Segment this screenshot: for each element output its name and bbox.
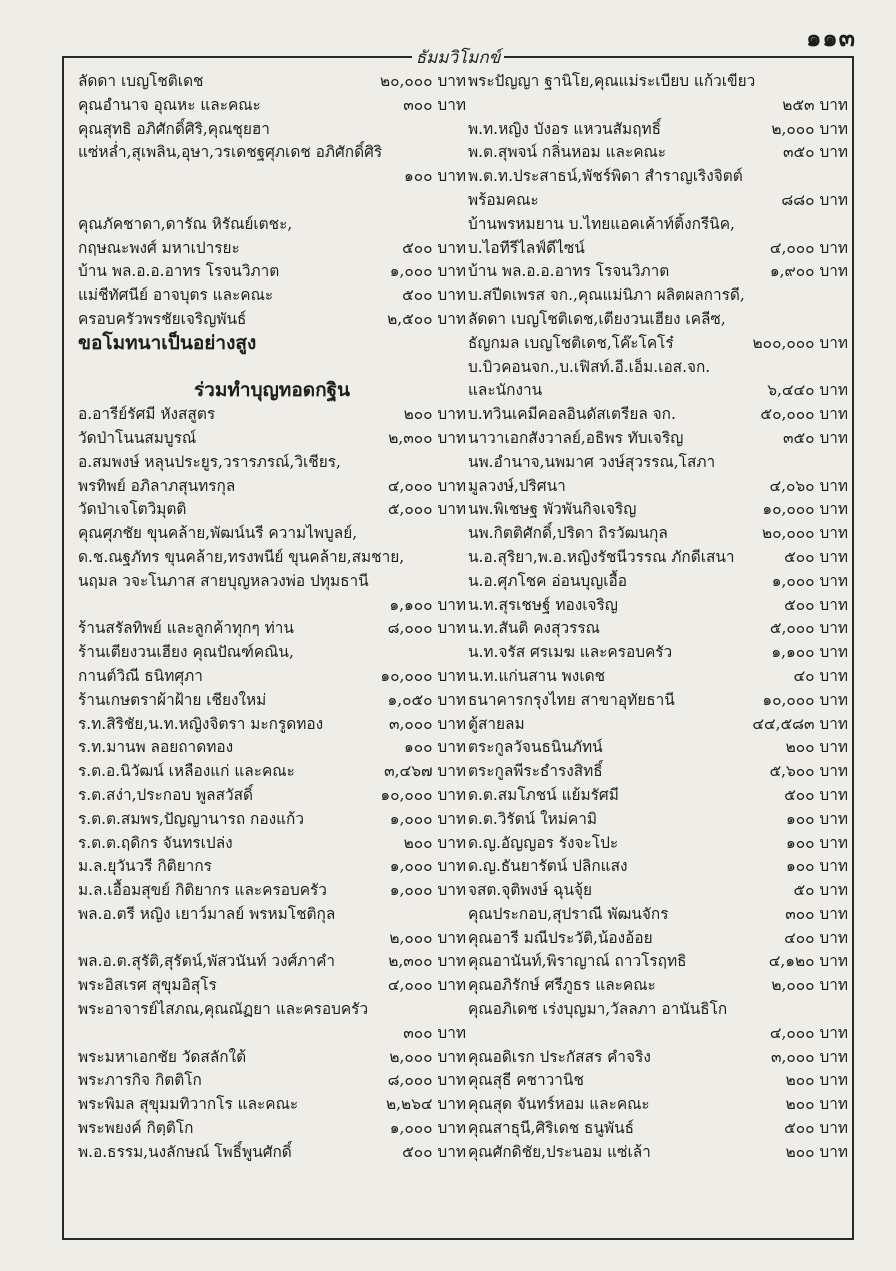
donor-name: ตระกูลวัจนธนินภัทน์ (468, 738, 603, 757)
donor-row (468, 641, 848, 665)
donation-amount: ๑๐๐ บาท (785, 833, 848, 852)
donor-row (468, 70, 848, 94)
section-heading (78, 379, 466, 403)
running-header (64, 44, 852, 71)
donor-row (468, 403, 848, 427)
donation-amount: ๓,๔๖๗ บาท (384, 762, 466, 781)
donation-amount: ๔๐๐ บาท (784, 928, 848, 947)
donor-name: วัดป่าเจโตวิมุตติ (78, 500, 187, 519)
donor-name: ร.ต.สง่า,ประกอบ พูลสวัสดิ์ (78, 785, 254, 804)
donor-row (468, 713, 848, 737)
donor-name: กฤษณะพงศ์ มหาเปารยะ (78, 238, 240, 257)
donor-row (468, 522, 848, 546)
donor-row (78, 594, 466, 618)
donor-name: คุณสุธี คชาวานิช (468, 1071, 584, 1090)
donor-row (468, 808, 848, 832)
donor-row (468, 760, 848, 784)
donation-amount: ๒,๐๐๐ บาท (389, 1047, 466, 1066)
donor-name: ม.ล.ยุวันวรี กิติยากร (78, 857, 212, 876)
donor-name: ลัดดา เบญโชติเดช (78, 72, 204, 90)
donor-name: นพ.อำนาจ,นพมาศ วงษ์สุวรรณ,โสภา (468, 452, 716, 471)
donation-amount: ๒๐๐ บาท (785, 738, 848, 757)
donor-name: น.ท.แก่นสาน พงเดช (468, 666, 606, 685)
spacer (78, 356, 466, 380)
donor-name: ร.ท.มานพ ลอยถาดทอง (78, 738, 234, 757)
section-heading-text: ขอโมทนาเป็นอย่างสูง (78, 331, 257, 354)
spacer (78, 189, 466, 213)
donor-name: ร.ต.อ.นิวัฒน์ เหลืองแก่ และคณะ (78, 762, 295, 781)
donor-name: พระปัญญา ฐานิโย,คุณแม่ระเบียบ แก้วเขียว (468, 72, 756, 90)
donor-row (78, 689, 466, 713)
donation-amount: ๔,๐๐๐ บาท (769, 1023, 848, 1042)
donor-row (468, 855, 848, 879)
donor-row (468, 308, 848, 332)
donor-name: ด.ญ.อัญญอร รังจะโปะ (468, 833, 619, 852)
donor-row (78, 1093, 466, 1117)
donor-name: ร.ท.สิริชัย,น.ท.หญิงจิตรา มะกรูดทอง (78, 714, 324, 733)
donation-amount: ๒๐๐ บาท (785, 1142, 848, 1161)
donation-amount: ๑,๐๐๐ บาท (389, 262, 466, 281)
donor-row (78, 260, 466, 284)
donor-row (78, 665, 466, 689)
donor-row (78, 1069, 466, 1093)
donation-amount: ๓๕๐ บาท (782, 143, 848, 162)
donation-amount: ๒๕๓ บาท (782, 95, 848, 114)
donor-row (468, 927, 848, 951)
donation-amount: ๕,๐๐๐ บาท (387, 500, 466, 519)
donor-name: นพ.กิตติศักดิ์,ปริดา ถิรวัฒนกุล (468, 524, 668, 543)
donor-row (468, 189, 848, 213)
donation-amount: ๕๐ บาท (793, 881, 848, 900)
donor-name: ด.ต.วิรัตน์ ใหม่คามิ (468, 809, 597, 828)
donor-name: มูลวงษ์,ปริศนา (468, 476, 566, 495)
donor-row (78, 1117, 466, 1141)
donor-name: คุณสาธุนี,ศิริเดช ธนูพันธ์ (468, 1119, 635, 1138)
donation-amount: ๑,๐๐๐ บาท (771, 571, 848, 590)
donor-name: พ.ต.สุพจน์ กลิ่นหอม และคณะ (468, 143, 667, 162)
donor-row (468, 451, 848, 475)
donor-row (468, 1141, 848, 1165)
donation-amount: ๒๐๐ บาท (403, 833, 466, 852)
donor-row (468, 974, 848, 998)
donation-amount: ๓๐๐ บาท (785, 904, 848, 923)
donation-amount: ๒,๐๐๐ บาท (771, 976, 848, 995)
donor-name: ธนาคารกรุงไทย สาขาอุทัยธานี (468, 690, 675, 709)
donor-name: คุณสุด จันทร์หอม และคณะ (468, 1095, 650, 1114)
donor-row (78, 165, 466, 189)
donor-row (78, 784, 466, 808)
donor-row (468, 665, 848, 689)
donor-row (468, 879, 848, 903)
donor-name: พระอิสเรศ สุขุมอิสุโร (78, 976, 217, 995)
donor-name: พระพยงค์ กิตฺติโก (78, 1119, 194, 1138)
donation-amount: ๑,๐๐๐ บาท (389, 1119, 466, 1138)
donor-row (468, 1093, 848, 1117)
donor-row (78, 808, 466, 832)
donation-amount: ๕,๖๐๐ บาท (769, 762, 848, 781)
donor-name: ร้านเตียงวนเฮียง คุณปัณฑ์คณิน, (78, 643, 294, 662)
donation-amount: ๑๐๐ บาท (403, 738, 466, 757)
running-header-title: ธัมมวิโมกข์ (412, 48, 505, 68)
donation-amount: ๕๐๐ บาท (784, 785, 848, 804)
donor-row (78, 855, 466, 879)
donor-name: ม.ล.เอื้อมสุขย์ กิติยากร และครอบครัว (78, 881, 327, 900)
donor-row (468, 1046, 848, 1070)
donation-amount: ๕๐๐ บาท (784, 547, 848, 566)
donation-amount: ๒,๓๐๐ บาท (388, 428, 466, 447)
donation-amount: ๑๐๐ บาท (785, 809, 848, 828)
donation-amount: ๒๐๐ บาท (785, 1071, 848, 1090)
donor-row (78, 427, 466, 451)
donor-row (468, 94, 848, 118)
donation-amount: ๑,๐๐๐ บาท (389, 809, 466, 828)
donor-row (78, 284, 466, 308)
donor-name: พระพิมล สุขุมมทิวากโร และคณะ (78, 1095, 299, 1114)
donor-name: ด.ญ.ธันยารัตน์ ปลิกแสง (468, 857, 628, 876)
donation-amount: ๔,๐๐๐ บาท (387, 476, 466, 495)
donor-row (78, 903, 466, 927)
donor-row (78, 546, 466, 570)
donor-name: นพ.พิเชษฐ พัวพันกิจเจริญ (468, 500, 637, 519)
donor-name: อ.สมพงษ์ หลุนประยูร,วรารภรณ์,วิเชียร, (78, 452, 341, 471)
donation-amount: ๑๐,๐๐๐ บาท (762, 690, 848, 709)
donor-row (468, 475, 848, 499)
page-number: ๑๑๓ (806, 23, 856, 52)
donor-name: และนักงาน (468, 381, 543, 400)
donation-amount: ๒,๐๐๐ บาท (771, 119, 848, 138)
donation-amount: ๓,๐๐๐ บาท (770, 1047, 848, 1066)
donor-row (78, 237, 466, 261)
donor-name: แซ่หล่ำ,สุเพลิน,อุษา,วรเดชฐศุภเดช อภิศักดิ์ศิริ (78, 143, 383, 162)
donation-amount: ๘๘๐ บาท (781, 190, 848, 209)
donor-name: บ้าน พล.อ.อ.อาทร โรจนวิภาต (468, 262, 670, 281)
donation-amount: ๓๕๐ บาท (782, 428, 848, 447)
donor-row (78, 617, 466, 641)
donation-amount: ๑,๐๕๐ บาท (387, 690, 466, 709)
donation-amount: ๕๐,๐๐๐ บาท (760, 405, 848, 424)
donor-row (78, 570, 466, 594)
donation-amount: ๒,๐๐๐ บาท (389, 928, 466, 947)
donor-row (78, 641, 466, 665)
donor-row (468, 379, 848, 403)
donor-name: พ.ท.หญิง บังอร แหวนสัมฤทธิ์ (468, 119, 662, 138)
donor-row (78, 118, 466, 142)
donor-name: คุณศักดิชัย,ประนอม แซ่เล้า (468, 1142, 651, 1161)
donor-name: น.ท.สันติ คงสุวรรณ (468, 619, 600, 638)
donor-name: ร.ต.ต.สมพร,ปัญญานารถ กองแก้ว (78, 809, 305, 828)
donor-name: จสต.จุติพงษ์ ฉุนจุ้ย (468, 881, 593, 900)
donor-name: ตระกูลพีระธำรงสิทธิ์ (468, 762, 603, 781)
donor-name: น.อ.ศุภโชค อ่อนบุญเอื้อ (468, 571, 628, 590)
donor-row (468, 1117, 848, 1141)
donor-name: วัดป่าโนนสมบูรณ์ (78, 428, 197, 447)
donation-amount: ๒,๓๐๐ บาท (388, 952, 466, 971)
donor-row (78, 760, 466, 784)
section-heading (78, 332, 466, 356)
donor-name: กานต์วิณี ธนิทศุภา (78, 666, 203, 685)
donor-row (468, 546, 848, 570)
donation-amount: ๑๐๐ บาท (785, 857, 848, 876)
donor-name: บ.ไอทีรีไลฟ์ดีไซน์ (468, 238, 585, 257)
donation-amount: ๒๐๐,๐๐๐ บาท (752, 333, 848, 352)
donation-amount: ๘,๐๐๐ บาท (387, 619, 466, 638)
donation-amount: ๖,๔๔๐ บาท (767, 381, 848, 400)
donor-name: บ้านพรหมยาน บ.ไทยแอคเค้าท์ติ้งกรีนิค, (468, 214, 735, 233)
donor-row (468, 356, 848, 380)
donation-amount: ๑,๐๐๐ บาท (389, 857, 466, 876)
donation-amount: ๔๐ บาท (793, 666, 848, 685)
donor-row (468, 141, 848, 165)
donor-name: นฤมล วจะโนภาส สายบุญหลวงพ่อ ปทุมธานี (78, 571, 369, 590)
donor-row (468, 832, 848, 856)
donor-name: พล.อ.ต.สุรัติ,สุรัตน์,พัสวนันท์ วงศ์ภาคำ (78, 952, 336, 971)
donor-name: ด.ช.ณฐภัทร ขุนคล้าย,ทรงพนีย์ ขุนคล้าย,สมชาย, (78, 547, 405, 566)
donor-row (468, 427, 848, 451)
donation-amount: ๑๐,๐๐๐ บาท (380, 785, 466, 804)
donor-row (468, 594, 848, 618)
donor-row (468, 689, 848, 713)
right-column (468, 70, 848, 1165)
donor-row (78, 950, 466, 974)
donor-name: ร้านสรัลทิพย์ และลูกค้าทุกๆ ท่าน (78, 619, 294, 638)
donor-row (468, 784, 848, 808)
donor-row (468, 903, 848, 927)
donation-amount: ๑๐,๐๐๐ บาท (380, 666, 466, 685)
donation-amount: ๑,๑๐๐ บาท (771, 643, 848, 662)
donor-row (468, 998, 848, 1022)
donor-name: คุณภัคชาดา,ดารัณ หิรัณย์เตชะ, (78, 214, 293, 233)
donor-row (468, 1069, 848, 1093)
donation-amount: ๓,๐๐๐ บาท (388, 714, 466, 733)
donor-row (78, 70, 466, 94)
donor-row (468, 260, 848, 284)
donor-name: คุณอารี มณีประวัติ,น้องอ้อย (468, 928, 653, 947)
donor-row (78, 403, 466, 427)
donor-row (78, 522, 466, 546)
donor-row (78, 141, 466, 165)
donor-row (78, 451, 466, 475)
donor-name: ตู้สายลม (468, 714, 525, 733)
donation-amount: ๑,๑๐๐ บาท (389, 595, 466, 614)
donation-amount: ๔,๐๐๐ บาท (769, 238, 848, 257)
donor-name: พร้อมคณะ (468, 190, 539, 209)
donor-row (468, 617, 848, 641)
donor-row (468, 237, 848, 261)
donor-name: พ.ต.ท.ประสาธน์,พัชร์พิดา สำราญเริงจิตต์ (468, 167, 743, 186)
donor-name: คุณอภิรักษ์ ศรีภูธร และคณะ (468, 976, 656, 995)
donor-name: คุณอภิเดช เร่งบุญมา,วัลลภา อานันธิโก (468, 1000, 728, 1019)
donor-name: น.ท.จรัส ศรเมฆ และครอบครัว (468, 643, 673, 662)
donation-amount: ๔,๐๐๐ บาท (387, 976, 466, 995)
donation-amount: ๒๐,๐๐๐ บาท (761, 524, 848, 543)
donor-name: แม่ชีทัศนีย์ อาจบุตร และคณะ (78, 286, 274, 305)
donor-name: ร.ต.ต.ฤดิกร จันทรเปล่ง (78, 833, 233, 852)
donor-row (468, 284, 848, 308)
donor-name: พระภารกิจ กิตติโก (78, 1071, 202, 1090)
donor-row (468, 118, 848, 142)
donor-name: ธัญกมล เบญโชติเดช,โค๊ะโคโร๋ (468, 333, 674, 352)
donation-amount: ๔,๑๒๐ บาท (768, 952, 848, 971)
donor-row (78, 713, 466, 737)
donation-amount: ๒๐,๐๐๐ บาท (379, 72, 466, 90)
donation-amount: ๕๐๐ บาท (784, 1119, 848, 1138)
donor-name: พรทิพย์ อภิลาภสุนทรกุล (78, 476, 236, 495)
donor-row (78, 498, 466, 522)
donation-amount: ๕๐๐ บาท (402, 1142, 466, 1161)
donor-row (78, 974, 466, 998)
donation-amount: ๕๐๐ บาท (402, 286, 466, 305)
donor-row (468, 213, 848, 237)
donor-name: ครอบครัวพรชัยเจริญพันธ์ (78, 309, 247, 328)
donation-amount: ๔,๐๖๐ บาท (769, 476, 848, 495)
donor-name: คุณอานันท์,พิราญาณ์ ถาวโรฤทธิ (468, 952, 687, 971)
donor-row (78, 998, 466, 1022)
donor-name: นาวาเอกสังวาลย์,อธิพร ทับเจริญ (468, 428, 684, 447)
donation-amount: ๕๐๐ บาท (402, 238, 466, 257)
donation-amount: ๑,๙๐๐ บาท (769, 262, 848, 281)
donation-amount: ๒๐๐ บาท (785, 1095, 848, 1114)
donor-name: พระอาจารย์ไสภณ,คุณณัฏยา และครอบครัว (78, 1000, 369, 1019)
donor-row (78, 475, 466, 499)
donation-amount: ๔๔,๕๘๓ บาท (752, 714, 848, 733)
donation-amount: ๑๐๐ บาท (403, 167, 466, 186)
donor-name: บ.สปีดเพรส จก.,คุณแม่นิภา ผลิตผลการดี, (468, 286, 745, 305)
donor-row (78, 1141, 466, 1165)
donation-amount: ๕,๐๐๐ บาท (769, 619, 848, 638)
donation-amount: ๓๐๐ บาท (403, 95, 466, 114)
donation-amount: ๓๐๐ บาท (403, 1023, 466, 1042)
donor-name: คุณศุภชัย ขุนคล้าย,พัฒน์นรี ความไพบูลย์, (78, 524, 358, 543)
donor-row (78, 213, 466, 237)
donor-row (468, 570, 848, 594)
donor-name: ลัดดา เบญโชติเดช,เตียงวนเฮียง เคลีซ, (468, 309, 726, 328)
donor-row (78, 1022, 466, 1046)
donor-name: น.ท.สุรเชษฐ์ ทองเจริญ (468, 595, 618, 614)
donor-row (78, 927, 466, 951)
donor-row (468, 498, 848, 522)
donor-name: บ้าน พล.อ.อ.อาทร โรจนวิภาต (78, 262, 280, 281)
donor-row (78, 94, 466, 118)
donor-name: ด.ต.สมโภชน์ แย้มรัศมี (468, 785, 619, 804)
donor-row (78, 308, 466, 332)
donor-name: คุณอดิเรก ประกัสสร คำจริง (468, 1047, 651, 1066)
donor-name: คุณประกอบ,สุปราณี พัฒนจักร (468, 904, 669, 923)
donation-amount: ๒๐๐ บาท (403, 405, 466, 424)
donor-row (78, 736, 466, 760)
donor-row (78, 1046, 466, 1070)
left-column (78, 70, 466, 1165)
donation-amount: ๒,๕๐๐ บาท (387, 309, 466, 328)
donor-name: พล.อ.ตรี หญิง เยาว์มาลย์ พรหมโชติกุล (78, 904, 336, 923)
donation-amount: ๒,๒๖๔ บาท (385, 1095, 466, 1114)
donor-name: พระมหาเอกชัย วัดสลักใต้ (78, 1047, 247, 1066)
donor-row (78, 832, 466, 856)
donor-row (468, 1022, 848, 1046)
donation-amount: ๑๐,๐๐๐ บาท (762, 500, 848, 519)
donor-name: บ.ทวินเคมีคอลอินดัสเตรียล จก. (468, 405, 676, 424)
donor-row (468, 736, 848, 760)
section-heading-text: ร่วมทำบุญทอดกฐิน (193, 379, 351, 402)
donor-name: อ.อารีย์รัศมี หังสสูตร (78, 405, 216, 424)
donation-amount: ๑,๐๐๐ บาท (389, 881, 466, 900)
donor-name: บ.บิวคอนจก.,บ.เฟิสท์.อี.เอ็ม.เอส.จก. (468, 357, 711, 376)
donation-amount: ๘,๐๐๐ บาท (387, 1071, 466, 1090)
donor-row (468, 950, 848, 974)
donor-name: น.อ.สุริยา,พ.อ.หญิงรัชนีวรรณ ภักดีเสนา (468, 547, 735, 566)
donor-name: พ.อ.ธรรม,นงลักษณ์ โพธิ์พูนศักดิ์ (78, 1142, 292, 1161)
donor-row (468, 165, 848, 189)
donor-row (468, 332, 848, 356)
donor-name: ร้านเกษตราผ้าฝ้าย เชียงใหม่ (78, 690, 267, 709)
donation-amount: ๕๐๐ บาท (784, 595, 848, 614)
donor-list-frame (62, 48, 854, 1240)
donor-row (78, 879, 466, 903)
donor-name: คุณอำนาจ อุณหะ และคณะ (78, 95, 261, 114)
donor-name: คุณสุทธิ อภิศักดิ์ศิริ,คุณชุยฮา (78, 119, 270, 138)
